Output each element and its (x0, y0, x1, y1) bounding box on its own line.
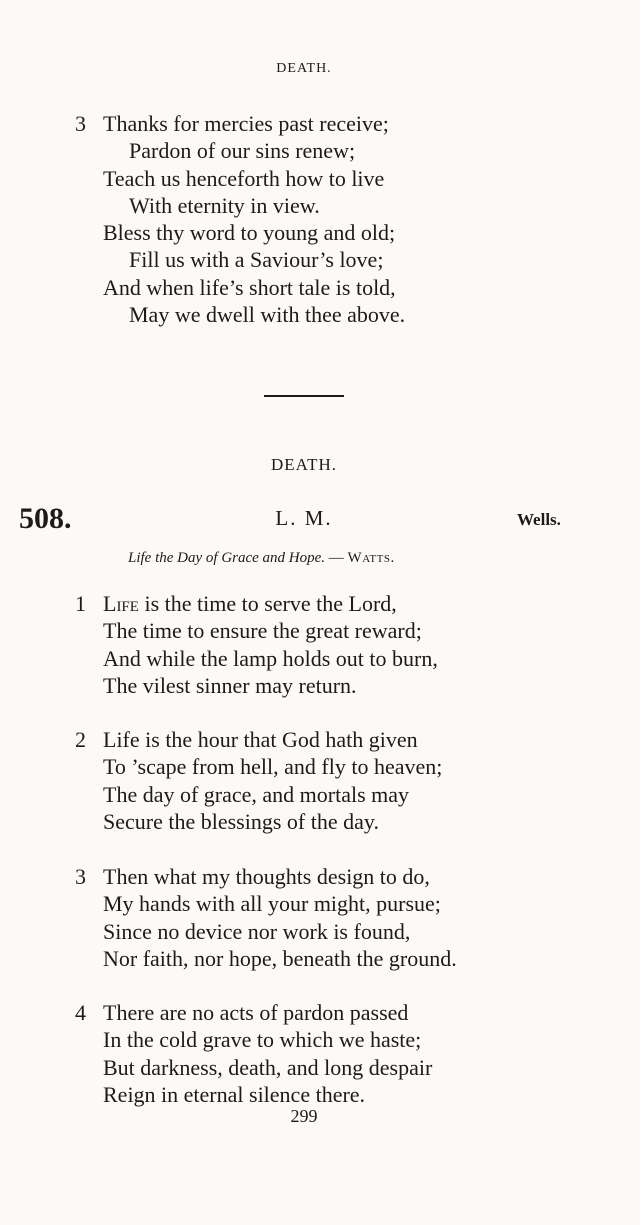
verse-text: Secure the blessings of the day. (103, 808, 379, 834)
verse-text: With eternity in view. (129, 192, 320, 218)
stanza-number: 3 (75, 111, 86, 136)
stanza-number: 1 (75, 591, 86, 616)
hymn-number: 508. (19, 502, 72, 535)
verse-text: My hands with all your might, pursue; (103, 891, 441, 917)
verse-text: Pardon of our sins renew; (129, 138, 356, 164)
verse-text: Then what my thoughts design to do, (103, 864, 430, 889)
tune-name: Wells. (517, 510, 561, 529)
verse-text (103, 590, 397, 617)
running-head: DEATH. (276, 61, 332, 76)
section-title: DEATH. (271, 455, 337, 474)
verse-text: In the cold grave to which we haste; (103, 1027, 422, 1053)
stanza-number: 3 (75, 864, 86, 889)
author-name: Watts. (347, 550, 395, 566)
verse-text: The vilest sinner may return. (103, 672, 357, 698)
verse-text: Teach us henceforth how to live (103, 165, 385, 191)
subtitle-dash: — (325, 550, 348, 566)
stanza-number: 2 (75, 727, 86, 752)
hymn-meter: L. M. (275, 506, 333, 530)
hymn-subtitle (128, 550, 395, 567)
page-number: 299 (290, 1106, 318, 1126)
section-divider (264, 395, 344, 397)
verse-text: May we dwell with thee above. (129, 302, 406, 328)
verse-text: Nor faith, nor hope, beneath the ground. (103, 945, 457, 971)
verse-text: But darkness, death, and long despair (103, 1054, 433, 1080)
verse-text: Thanks for mercies past receive; (103, 111, 389, 136)
verse-text: Fill us with a Saviour’s love; (129, 247, 384, 273)
verse-text: The time to ensure the great reward; (103, 618, 422, 644)
stanza-number: 4 (75, 1000, 86, 1025)
verse-text: To ’scape from hell, and fly to heaven; (103, 754, 443, 780)
verse-text: There are no acts of pardon passed (103, 1000, 409, 1025)
verse-text: The day of grace, and mortals may (103, 781, 410, 807)
verse-text: Since no device nor work is found, (103, 918, 411, 944)
verse-text: And when life’s short tale is told, (103, 274, 396, 300)
verse-text: Bless thy word to young and old; (103, 220, 396, 246)
first-word: Life (103, 591, 139, 616)
verse-rest: is the time to serve the Lord, (138, 591, 397, 616)
verse-text: Life is the hour that God hath given (103, 727, 418, 752)
verse-text: And while the lamp holds out to burn, (103, 645, 438, 671)
verse-text: Reign in eternal silence there. (103, 1081, 366, 1107)
subtitle-text: Life the Day of Grace and Hope. (128, 550, 326, 566)
